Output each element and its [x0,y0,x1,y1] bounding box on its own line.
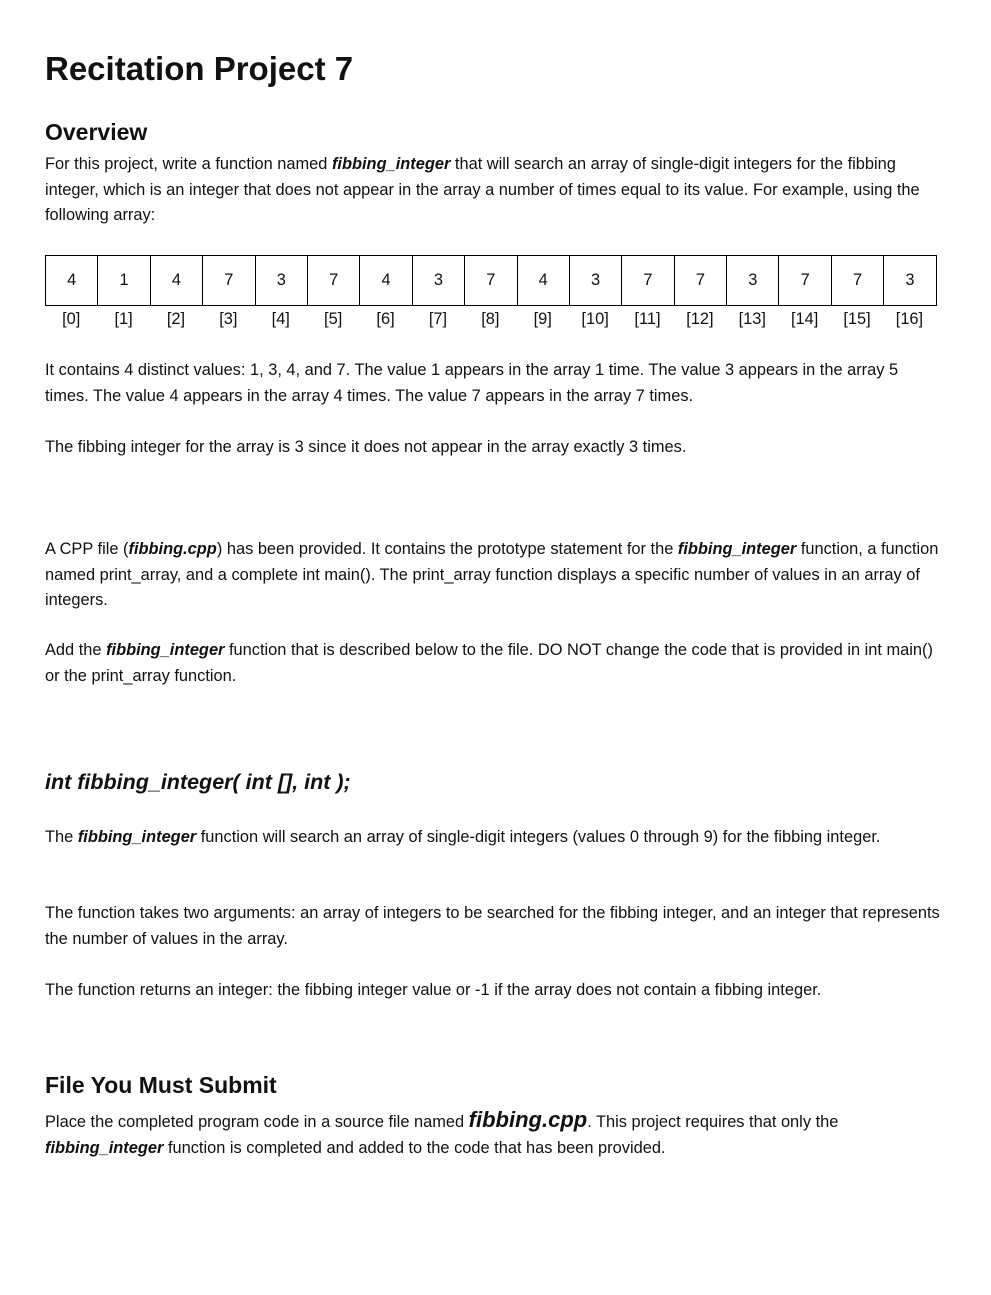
function-name: fibbing_integer [331,155,451,173]
array-cell: 3 [884,256,936,306]
array-index-label: [16] [895,310,924,328]
array-index-label: [5] [324,310,343,328]
array-cell: 7 [203,256,255,306]
function-prototype-heading: int fibbing_integer( int [], int ); [45,770,351,794]
file-name: fibbing.cpp [468,1107,588,1132]
array-cell: 4 [517,256,569,306]
array-index-label: [2] [166,310,186,328]
array-index-label: [9] [533,310,552,328]
array-index-label: [15] [843,310,871,328]
array-value-row [46,256,937,306]
example-array-table [45,255,937,306]
overview-paragraph-1: For this project, write a function named fibbing_integer that will search an array of single-digit integers for the fibbing integer, which is an integer that does not appear in the array a number of times equal to its value. For example, using the following array: [45,155,920,224]
array-index-label: [0] [62,310,81,328]
page-title: Recitation Project 7 [45,50,354,87]
submit-paragraph: Place the completed program code in a source file named fibbing.cpp. This project requires that only the fibbing_integer function is completed and added to the code that has been provided. [45,1107,839,1157]
function-name: fibbing_integer [45,1138,164,1157]
array-cell: 4 [46,256,98,306]
array-cell: 3 [727,256,779,306]
array-index-label: [8] [481,310,500,328]
array-cell: 4 [360,256,412,306]
array-cell: 7 [622,256,674,306]
function-name: fibbing_integer [106,641,225,659]
array-index-label: [13] [738,310,766,328]
file-name: fibbing.cpp [128,540,217,558]
array-index-label: [12] [686,310,714,328]
submit-heading: File You Must Submit [45,1072,277,1098]
array-cell: 7 [831,256,883,306]
array-index-label: [11] [634,310,661,328]
array-index-label: [3] [219,310,238,328]
function-name: fibbing_integer [677,540,797,558]
array-index-label: [10] [581,310,609,328]
array-index-label: [1] [114,310,133,328]
array-cell: 4 [150,256,202,306]
array-index-row [45,310,936,329]
array-index-label: [4] [271,310,290,328]
array-index-label: [7] [428,310,448,328]
overview-paragraph-3: The fibbing integer for the array is 3 since it does not appear in the array exactly 3 times. [45,438,687,456]
array-index-label: [14] [790,310,819,328]
overview-paragraph-2: It contains 4 distinct values: 1, 3, 4, and 7. The value 1 appears in the array 1 time. The value 3 appears in the array 5 times. The value 4 appears in the array 4 times. The value 7 appears in the array 7 times. [45,361,899,405]
array-cell: 7 [674,256,726,306]
array-cell: 1 [98,256,150,306]
array-cell: 3 [569,256,621,306]
overview-paragraph-5: Add the fibbing_integer function that is described below to the file. DO NOT change the code that is provided in int main() or the print_array function. [45,641,933,685]
function-name: fibbing_integer [77,828,197,846]
overview-heading: Overview [45,119,148,145]
array-cell: 7 [307,256,359,306]
array-cell: 3 [255,256,307,306]
array-cell: 7 [779,256,831,306]
function-paragraph-1: The fibbing_integer function will search an array of single-digit integers (values 0 through 9) for the fibbing integer. [45,828,881,846]
array-cell: 3 [412,256,464,306]
array-cell: 7 [465,256,517,306]
array-index-label: [6] [376,310,395,328]
overview-paragraph-4: A CPP file (fibbing.cpp) has been provided. It contains the prototype statement for the fibbing_integer function, a function named print_array, and a complete int main(). The print_array function displays a specific number of values in an array of integers. [45,540,939,609]
function-paragraph-3: The function returns an integer: the fibbing integer value or -1 if the array does not contain a fibbing integer. [45,981,822,999]
function-paragraph-2: The function takes two arguments: an array of integers to be searched for the fibbing integer, and an integer that represents the number of values in the array. [45,904,940,948]
